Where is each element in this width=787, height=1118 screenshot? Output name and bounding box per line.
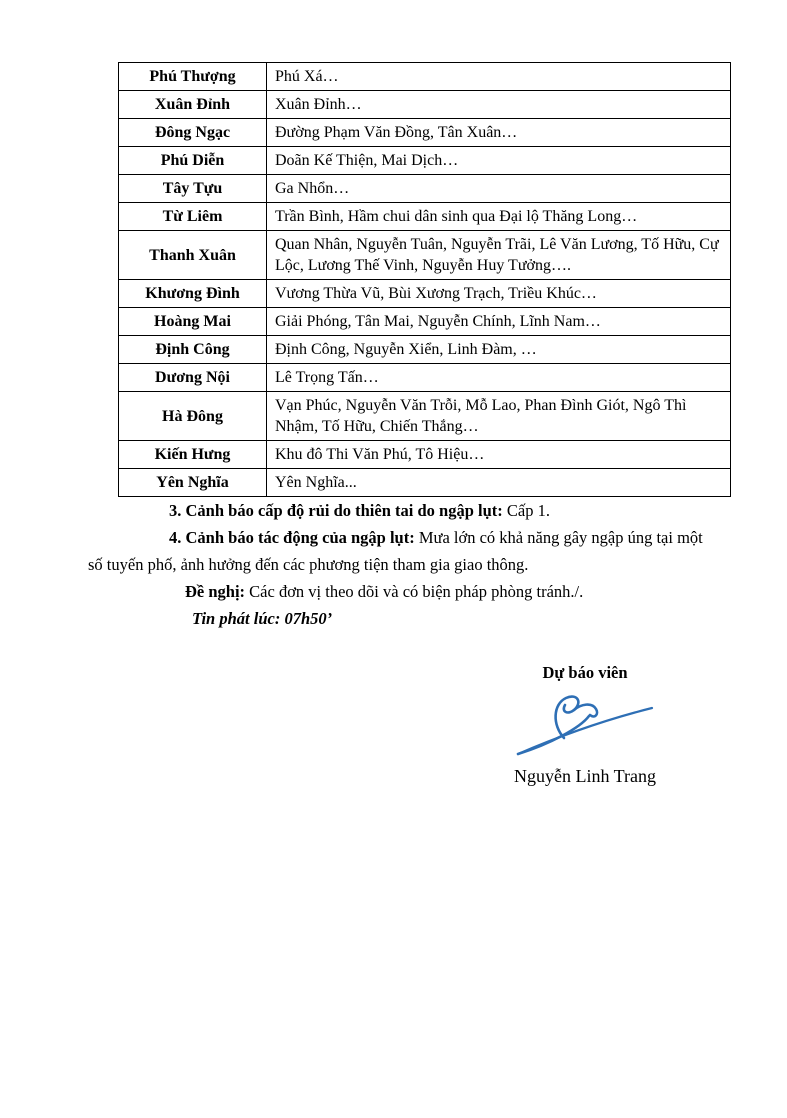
flood-table-body <box>119 63 731 497</box>
area-cell: Dương Nội <box>119 364 267 392</box>
impact-label: 4. Cảnh báo tác động của ngập lụt: <box>169 528 415 547</box>
signature-block <box>455 662 715 788</box>
area-cell: Hà Đông <box>119 392 267 441</box>
area-cell: Phú Thượng <box>119 63 267 91</box>
table-row <box>119 91 731 119</box>
table-row <box>119 364 731 392</box>
table-row <box>119 231 731 280</box>
area-cell: Đông Ngạc <box>119 119 267 147</box>
streets-cell: Đường Phạm Văn Đồng, Tân Xuân… <box>267 119 731 147</box>
issued-time-line <box>88 605 712 632</box>
table-row <box>119 280 731 308</box>
request-value: Các đơn vị theo dõi và có biện pháp phòng tránh./. <box>245 582 584 601</box>
area-cell: Từ Liêm <box>119 203 267 231</box>
table-row <box>119 203 731 231</box>
request-line <box>88 578 712 605</box>
issued-time: Tin phát lúc: 07h50’ <box>192 609 333 628</box>
streets-cell: Doãn Kế Thiện, Mai Dịch… <box>267 147 731 175</box>
area-cell: Hoàng Mai <box>119 308 267 336</box>
warning-level-value: Cấp 1. <box>502 501 550 520</box>
impact-value: Mưa lớn có khả năng gây ngập úng tại một số tuyến phố, ảnh hưởng đến các phương tiện tham gia giao thông. <box>88 528 703 574</box>
streets-cell: Trần Bình, Hầm chui dân sinh qua Đại lộ Thăng Long… <box>267 203 731 231</box>
streets-cell: Quan Nhân, Nguyễn Tuân, Nguyễn Trãi, Lê Văn Lương, Tố Hữu, Cự Lộc, Lương Thế Vinh, Nguyễn Huy Tưởng…. <box>267 231 731 280</box>
request-label: Đề nghị: <box>185 582 246 601</box>
warning-level-line <box>88 497 712 524</box>
area-cell: Khương Đình <box>119 280 267 308</box>
streets-cell: Vương Thừa Vũ, Bùi Xương Trạch, Triều Khúc… <box>267 280 731 308</box>
area-cell: Yên Nghĩa <box>119 469 267 497</box>
table-row <box>119 63 731 91</box>
table-row <box>119 308 731 336</box>
table-row <box>119 147 731 175</box>
streets-cell: Yên Nghĩa... <box>267 469 731 497</box>
impact-line <box>88 524 712 578</box>
area-cell: Tây Tựu <box>119 175 267 203</box>
area-cell: Thanh Xuân <box>119 231 267 280</box>
table-row <box>119 441 731 469</box>
table-row <box>119 119 731 147</box>
forecaster-name: Nguyễn Linh Trang <box>513 766 656 786</box>
flooded-streets-table <box>118 62 731 497</box>
area-cell: Kiến Hưng <box>119 441 267 469</box>
bulletin-text <box>88 497 712 632</box>
table-row <box>119 175 731 203</box>
streets-cell: Xuân Đỉnh… <box>267 91 731 119</box>
warning-level-label: 3. Cảnh báo cấp độ rủi do thiên tai do ngập lụt: <box>169 501 503 520</box>
streets-cell: Ga Nhổn… <box>267 175 731 203</box>
streets-cell: Phú Xá… <box>267 63 731 91</box>
streets-cell: Lê Trọng Tấn… <box>267 364 731 392</box>
area-cell: Phú Diễn <box>119 147 267 175</box>
signature-ink <box>500 692 670 762</box>
table-row <box>119 392 731 441</box>
streets-cell: Khu đô Thi Văn Phú, Tô Hiệu… <box>267 441 731 469</box>
forecaster-title: Dự báo viên <box>542 663 628 682</box>
area-cell: Định Công <box>119 336 267 364</box>
table-row <box>119 336 731 364</box>
area-cell: Xuân Đỉnh <box>119 91 267 119</box>
streets-cell: Vạn Phúc, Nguyễn Văn Trỗi, Mỗ Lao, Phan Đình Giót, Ngô Thì Nhậm, Tố Hữu, Chiến Thắng… <box>267 392 731 441</box>
streets-cell: Giải Phóng, Tân Mai, Nguyễn Chính, Lĩnh Nam… <box>267 308 731 336</box>
streets-cell: Định Công, Nguyễn Xiển, Linh Đàm, … <box>267 336 731 364</box>
table-row <box>119 469 731 497</box>
